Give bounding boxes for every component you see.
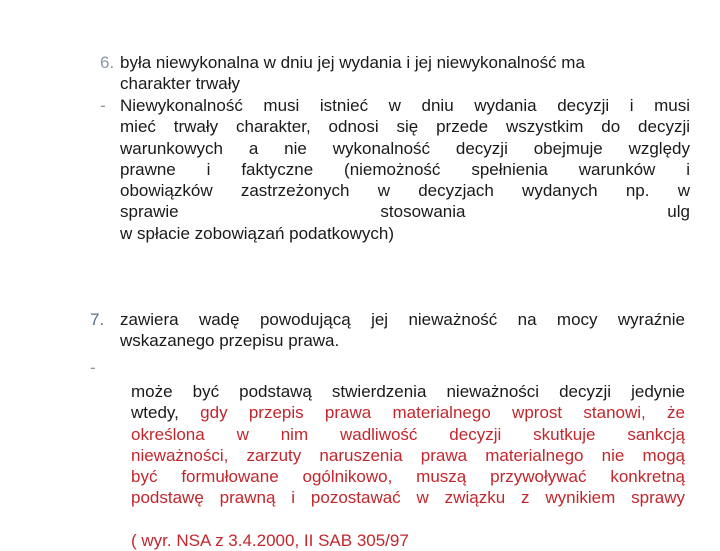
paragraph-line: w spłacie zobowiązań podatkowych) <box>120 223 395 243</box>
emphasis-line: określona w nim wadliwość decyzji skutkuje sankcją <box>131 424 685 444</box>
paragraph-line: zawiera wadę powodującą jej nieważność na mocy wyraźnie <box>120 310 685 329</box>
emphasis-line: podstawę prawną i pozostawać w związku z wynikiem sprawy <box>131 488 685 508</box>
item-text-line: charakter trwały <box>120 74 240 94</box>
dash-marker: - <box>100 96 106 115</box>
paragraph-line: sprawie stosowania ulg <box>120 202 690 222</box>
emphasis-line: być formułowane ogólnikowo, muszą przywoływać konkretną <box>131 467 685 487</box>
paragraph-line: warunkowych a nie wykonalność decyzji obejmuje względy <box>120 138 690 158</box>
item-number: 6. <box>100 53 115 72</box>
emphasis-text: gdy przepis prawa materialnego wprost stanowi, że <box>200 403 685 423</box>
paragraph-line: prawne i faktyczne (niemożność spełnienia warunków i <box>120 159 690 179</box>
paragraph-text: wtedy, <box>131 403 201 423</box>
dash-item <box>100 95 690 244</box>
paragraph-line: obowiązków zastrzeżonych w decyzjach wydanych np. w <box>120 181 690 201</box>
list-item-7 <box>90 309 685 352</box>
paragraph-line: mieć trwały charakter, odnosi się przede wszystkim do decyzji <box>120 117 690 137</box>
paragraph-line: wskazanego przepisu prawa. <box>120 331 340 351</box>
paragraph-line: Niewykonalność musi istnieć w dniu wydania decyzji i musi <box>120 96 690 115</box>
paragraph-line <box>131 402 685 423</box>
paragraph-line: może być podstawą stwierdzenia nieważności decyzji jedynie <box>131 382 685 401</box>
cutoff-line: ( wyr. NSA z 3.4.2000, II SAB 305/97 <box>131 531 409 550</box>
dash-marker: - <box>90 358 96 377</box>
emphasis-line: nieważności, zarzuty naruszenia prawa materialnego nie mogą <box>131 445 685 465</box>
item-text-line: była niewykonalna w dniu jej wydania i jej niewykonalność ma <box>120 53 585 72</box>
item-number: 7. <box>90 310 105 329</box>
continuation-paragraph <box>131 381 685 509</box>
list-item-6 <box>100 52 690 95</box>
